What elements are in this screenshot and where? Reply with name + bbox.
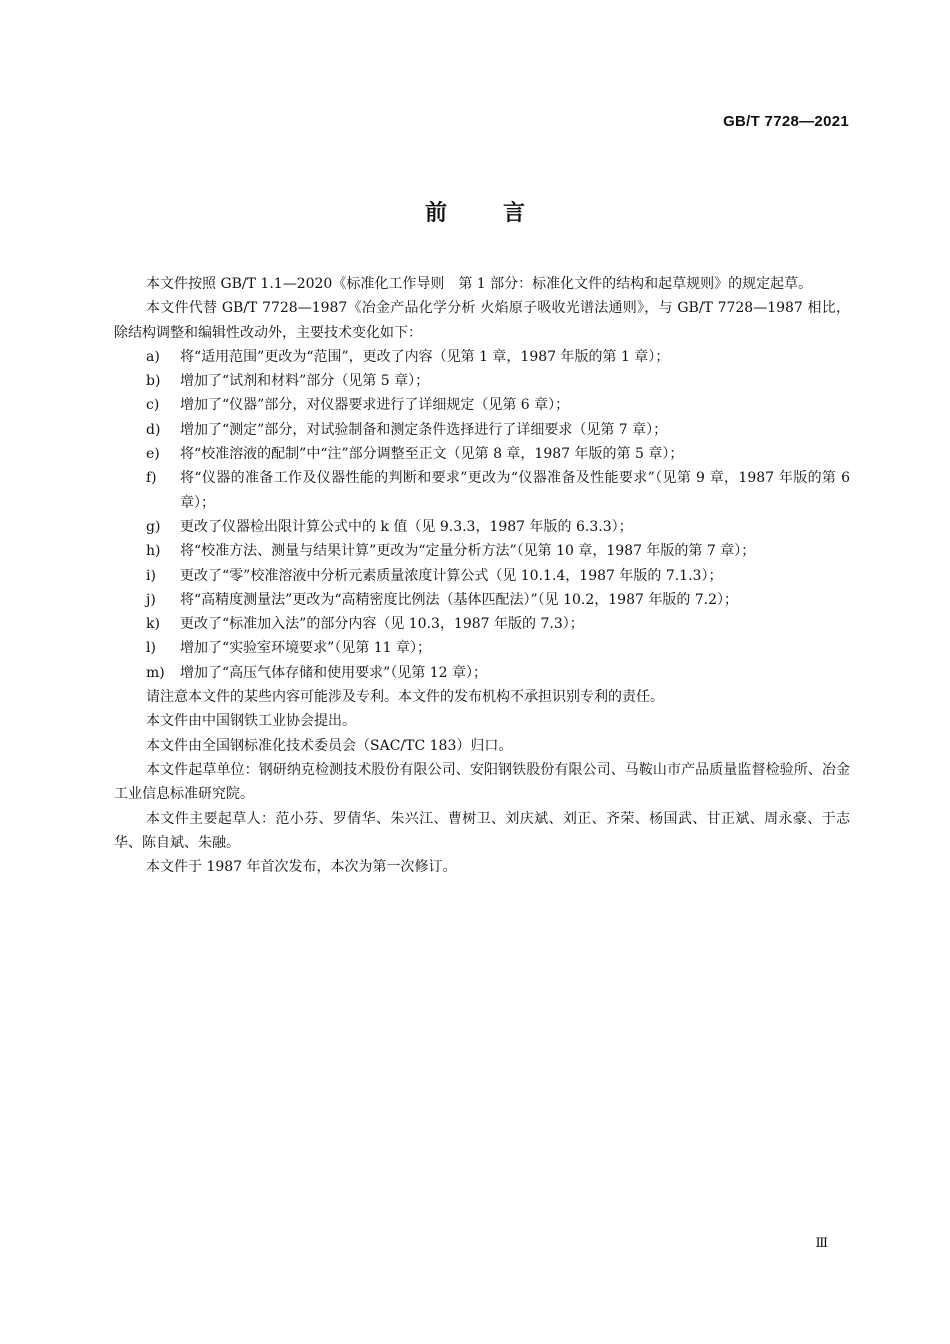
list-item	[114, 369, 850, 393]
list-item-label: h)	[146, 543, 161, 560]
list-item-label: f)	[146, 470, 157, 487]
list-item-text: 将“校准方法、测量与结果计算”更改为“定量分析方法”（见第 10 章，1987 年版的第 7 章）；	[180, 543, 756, 560]
list-item	[114, 442, 850, 466]
list-item-label: e)	[146, 446, 160, 463]
paragraph-replacement: 本文件代替 GB/T 7728—1987《冶金产品化学分析 火焰原子吸收光谱法通则》，与 GB/T 7728—1987 相比，除结构调整和编辑性改动外，主要技术变化如下：	[114, 300, 850, 341]
standard-code: GB/T 7728—2021	[723, 113, 849, 130]
list-item-text: 将“高精度测量法”更改为“高精密度比例法（基体匹配法）”（见 10.2，1987 年版的 7.2）；	[180, 591, 739, 608]
document-body	[114, 272, 850, 879]
list-item	[114, 612, 850, 636]
paragraph-publication-history: 本文件于 1987 年首次发布，本次为第一次修订。	[146, 859, 457, 876]
changes-list	[114, 345, 850, 685]
list-item-text: 增加了“仪器”部分，对仪器要求进行了详细规定（见第 6 章）；	[180, 397, 570, 414]
list-item-text: 更改了“标准加入法”的部分内容（见 10.3，1987 年版的 7.3）；	[180, 616, 584, 633]
list-item-label: a)	[146, 348, 160, 365]
paragraph-proposer: 本文件由中国钢铁工业协会提出。	[146, 713, 356, 730]
list-item	[114, 588, 850, 612]
list-item-label: d)	[146, 421, 161, 438]
list-item-text: 将“仪器的准备工作及仪器性能的判断和要求”更改为“仪器准备及性能要求”（见第 9 章，1987 年版的第 6 章）；	[180, 470, 850, 511]
list-item	[114, 393, 850, 417]
list-item-text: 增加了“测定”部分，对试验制备和测定条件选择进行了详细要求（见第 7 章）；	[180, 421, 668, 438]
list-item-label: l)	[146, 640, 156, 657]
list-item-text: 更改了“零”校准溶液中分析元素质量浓度计算公式（见 10.1.4，1987 年版的 7.1.3）；	[180, 567, 723, 584]
list-item-label: m)	[146, 664, 165, 681]
list-item-label: i)	[146, 567, 156, 584]
paragraph-drafting-rules: 本文件按照 GB/T 1.1—2020《标准化工作导则 第 1 部分：标准化文件的结构和起草规则》的规定起草。	[146, 276, 813, 292]
list-item-label: k)	[146, 616, 160, 633]
list-item-text: 将“适用范围”更改为“范围”，更改了内容（见第 1 章，1987 年版的第 1 章）；	[180, 348, 670, 365]
list-item-text: 增加了“实验室环境要求”（见第 11 章）；	[180, 640, 432, 657]
paragraph-drafting-units: 本文件起草单位：钢研纳克检测技术股份有限公司、安阳钢铁股份有限公司、马鞍山市产品质量监督检验所、冶金工业信息标准研究院。	[114, 761, 850, 803]
page-number: Ⅲ	[815, 1236, 828, 1251]
list-item-text: 更改了仪器检出限计算公式中的 k 值（见 9.3.3，1987 年版的 6.3.3）；	[180, 518, 633, 535]
paragraph-drafters: 本文件主要起草人：范小芬、罗倩华、朱兴江、曹树卫、刘庆斌、刘正、齐荣、杨国武、甘正斌、周永豪、于志华、陈自斌、朱融。	[114, 810, 850, 851]
list-item-label: c)	[146, 397, 160, 414]
list-item	[114, 539, 850, 563]
list-item-text: 将“校准溶液的配制”中“注”部分调整至正文（见第 8 章，1987 年版的第 5 章）；	[180, 446, 684, 463]
list-item	[114, 661, 850, 685]
list-item	[114, 466, 850, 515]
list-item-label: b)	[146, 373, 161, 390]
list-item-text: 增加了“高压气体存储和使用要求”（见第 12 章）；	[180, 664, 488, 681]
paragraph-patent-notice: 请注意本文件的某些内容可能涉及专利。本文件的发布机构不承担识别专利的责任。	[146, 689, 664, 706]
list-item-label: j)	[146, 591, 156, 608]
list-item	[114, 345, 850, 369]
list-item-text: 增加了“试剂和材料”部分（见第 5 章）；	[180, 373, 430, 390]
page-title: 前言	[424, 201, 581, 226]
list-item	[114, 564, 850, 588]
list-item	[114, 418, 850, 442]
list-item	[114, 636, 850, 660]
paragraph-committee: 本文件由全国钢标准化技术委员会（SAC/TC 183）归口。	[146, 737, 513, 754]
list-item-label: g)	[146, 518, 161, 535]
list-item	[114, 515, 850, 539]
